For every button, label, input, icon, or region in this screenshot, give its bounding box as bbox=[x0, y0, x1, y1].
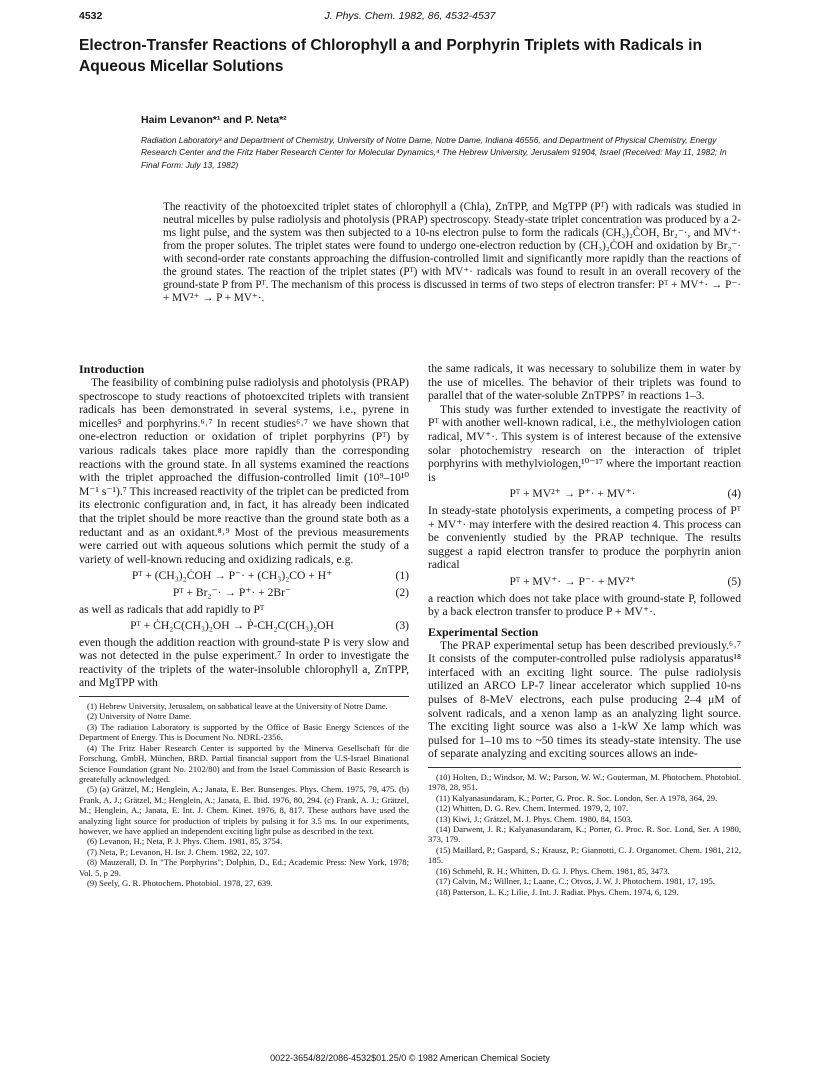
right-paragraph-2: This study was further extended to investigate the reactivity of Pᵀ with another well-known radical, i.e., the methylviologen cation radical, MV⁺·. This system is of interest because of the extensive solar photochemistry research on the interaction of triplet porphyrins with methylviologen,¹⁰⁻¹⁷ where the important reaction is bbox=[428, 402, 741, 484]
footnote: (7) Neta, P.; Levanon, H. Isr. J. Chem. 1982, 22, 107. bbox=[87, 846, 270, 857]
author-line: Haim Levanon*¹ and P. Neta*² bbox=[141, 114, 287, 126]
equation-5 bbox=[428, 575, 741, 589]
right-paragraph-1: the same radicals, it was necessary to solubilize them in water by the use of micelles. The behavior of their triplets was found to parallel that of the water-soluble ZnTPPS⁷ in reactions 1–3. bbox=[428, 362, 741, 403]
equation-4-expression: Pᵀ + MV²⁺ → P⁺· + MV⁺· bbox=[509, 487, 636, 501]
footnote: (13) Kiwi, J.; Grätzel, M. J. Phys. Chem. 1980, 84, 1503. bbox=[436, 813, 633, 824]
right-paragraph-3: In steady-state photolysis experiments, a competing process of Pᵀ + MV⁺· may interfere with the desired reaction 4. This process can be conveniently studied by the PRAP technique. The results suggest a rapid electron transfer to produce the porphyrin anion radical bbox=[428, 503, 741, 572]
running-header bbox=[79, 10, 741, 24]
footnote: (16) Schmehl, R. H.; Whitten, D. G. J. Phys. Chem. 1981, 85, 3473. bbox=[436, 865, 670, 876]
footnote: (17) Calvin, M.; Willner, I.; Laane, C.; Otvos, J. W. J. Photochem. 1981, 17, 195. bbox=[436, 876, 715, 887]
footnote: (5) (a) Grätzel, M.; Henglein, A.; Janata, E. Ber. Bunsenges. Phys. Chem. 1975, 79, 475. (b) Frank, A. J.; Grätzel, M.; Henglein, A.; Janata, E. Ibid. 1976, 80, 294. (c) Frank, A. J.; Grätzel, M.; Henglein, A.; Janata, E. Int. J. Chem. Kinet. 1976, 8, 817. These authors have used the analyzing light source for production of triplets by pulsing it for 3.5 ms. In our experiments, however, we have applied an independent exciting light pulse as described in the text. bbox=[79, 784, 409, 836]
page-footer: 0022-3654/82/2086-4532$01.25/0 © 1982 American Chemical Society bbox=[270, 1053, 550, 1063]
introduction-heading: Introduction bbox=[79, 362, 145, 376]
footnote: (1) Hebrew University, Jerusalem, on sabbatical leave at the University of Notre Dame. bbox=[87, 701, 388, 712]
footnotes-left bbox=[79, 701, 409, 888]
footnote: (15) Maillard, P.; Gaspard, S.; Krausz, P.; Giannotti, C. J. Organomet. Chem. 1981, 212, 185. bbox=[428, 844, 741, 866]
equation-3-expression: Pᵀ + ĊH₂C(CH₃)₂OH → Ṗ-CH₂C(CH₃)₂OH bbox=[130, 619, 334, 633]
footnote: (2) University of Notre Dame. bbox=[87, 711, 192, 722]
right-column bbox=[428, 362, 741, 897]
left-column bbox=[79, 362, 409, 888]
equation-2 bbox=[79, 586, 409, 600]
page-number: 4532 bbox=[79, 10, 103, 22]
equation-3-number: (3) bbox=[395, 619, 409, 633]
article-title: Electron-Transfer Reactions of Chlorophyll a and Porphyrin Triplets with Radicals in Aqueous Micellar Solutions bbox=[79, 37, 702, 75]
footnote: (9) Seely, G. R. Photochem. Photobiol. 1978, 27, 639. bbox=[87, 877, 273, 888]
intro-paragraph-1: The feasibility of combining pulse radiolysis and photolysis (PRAP) spectroscope to study reactions of photoexcited triplets with transient radicals has been demonstrated in several systems, i.e., pyrene in micelles⁵ and porphyrins.⁶˒⁷ In recent studies⁶˒⁷ we have shown that one-electron reduction or oxidation of triplet porphyrins (Pᵀ) by various radicals takes place more rapidly than the corresponding reactions with the ground state. In all systems examined the reactions with the triplet approached the diffusion-controlled limit (10⁹–10¹⁰ M⁻¹ s⁻¹).⁷ This increased reactivity of the triplet can be predicted from its electronic configuration and, in fact, it has already been indicated that the triplet should be more reactive than the ground state both as a reductant and as an oxidant.⁸˒⁹ Most of the previous measurements were carried out with aqueous solutions which permit the study of a variety of well-known reducing and oxidizing radicals, e.g. bbox=[79, 376, 409, 566]
intro-paragraph-3: even though the addition reaction with ground-state P is very slow and was not detected in the pulse experiment.⁷ In order to investigate the reactivity of the triplets of the water-insoluble chlorophyll a, ZnTPP, and MgTPP with bbox=[79, 635, 409, 690]
journal-citation: J. Phys. Chem. 1982, 86, 4532-4537 bbox=[324, 10, 496, 22]
footnote: (4) The Fritz Haber Research Center is supported by the Minerva Gesellschaft für die Forschung, GmbH, München, BRD. Partial financial support from the U.S-Israel Binational Science Foundation (grant No. 2102/80) and from the Israel Commission of Basic Research is greatefully acknowledged. bbox=[79, 742, 409, 784]
abstract: The reactivity of the photoexcited triplet states of chlorophyll a (Chla), ZnTPP, and MgTPP (Pᵀ) with radicals was studied in neutral micelles by pulse radiolysis and photolysis (PRAP) spectroscopy. Steady-state triplet concentration was produced by a 2-ms light pulse, and the system was then subjected to a 10-ns electron pulse to form the radicals (CH₃)₂ĊOH, Br₂⁻·, and MV⁺· from the proper solutes. The triplet states were found to undergo one-electron reduction by (CH₃)₂ĊOH and oxidation by Br₂⁻· with second-order rate constants approaching the diffusion-controlled limit and significantly more rapidly than the reactions of the ground states. The reaction of the triplet states (Pᵀ) with MV⁺· radicals was found to result in an overall recovery of the ground-state P from Pᵀ. The mechanism of this process is discussed in terms of two steps of electron transfer: Pᵀ + MV⁺· → P⁻· + MV²⁺ → P + MV⁺·. bbox=[163, 201, 741, 304]
equation-1-number: (1) bbox=[395, 569, 409, 583]
equation-4-number: (4) bbox=[727, 487, 741, 501]
footnote: (11) Kalyanasundaram, K.; Porter, G. Proc. R. Soc. London, Ser. A 1978, 364, 29. bbox=[436, 792, 718, 803]
experimental-paragraph: The PRAP experimental setup has been described previously.⁶˒⁷ It consists of the computer-controlled pulse radiolysis apparatus¹⁸ interfaced with an exciting light source. The pulse radiolysis utilized an ARCO LP-7 linear accelerator which supplied 10-ns pulses of 8-MeV electrons, each pulse producing 2–4 μM of solvent radicals, and a xenon lamp as an analyzing light source. The exciting light source was also a 1-kW Xe lamp which was pulsed for 1–10 ms to ~50 times its steady-state intensity. The use of separate analyzing and exciting sources allows an inde- bbox=[428, 638, 741, 761]
intro-paragraph-2: as well as radicals that add rapidly to Pᵀ bbox=[79, 602, 265, 616]
footnote: (12) Whitten, D. G. Rev. Chem. Intermed. 1979, 2, 107. bbox=[436, 803, 629, 814]
footnote: (14) Darwent, J. R.; Kalyanasundaram, K.; Porter, G. Proc. R. Soc. Lond, Ser. A 1980, 373, 179. bbox=[428, 824, 741, 845]
equation-3 bbox=[79, 619, 409, 633]
footnote-divider bbox=[79, 696, 409, 697]
footnote: (10) Holten, D.; Windsor, M. W.; Parson, W. W.; Gouterman, M. Photochem. Photobiol. 1978, 28, 951. bbox=[428, 772, 741, 793]
equation-1 bbox=[79, 569, 409, 583]
footnotes-right bbox=[428, 772, 741, 897]
equation-2-number: (2) bbox=[395, 585, 409, 599]
affiliation: Radiation Laboratory³ and Department of Chemistry, University of Notre Dame, Notre Dame, Indiana 46556, and Department of Physical Chemistry, Energy Research Center and the Fritz Haber Research Center for Molecular Dynamics,⁴ The Hebrew University, Jerusalem 91904, Israel (Received: May 11, 1982; In Final Form: July 13, 1982) bbox=[141, 135, 727, 170]
footnote: (18) Patterson, L. K.; Lilie, J. Int. J. Radiat. Phys. Chem. 1974, 6, 129. bbox=[436, 886, 679, 897]
footnote: (3) The radiation Laboratory is supported by the Office of Basic Energy Sciences of the Department of Energy. This is Document No. NDRL-2356. bbox=[79, 721, 409, 743]
equation-4 bbox=[428, 487, 741, 501]
equation-2-expression: Pᵀ + Br₂⁻· → P⁺· + 2Br⁻ bbox=[172, 585, 292, 599]
equation-1-expression: Pᵀ + (CH₃)₂ĊOH → P⁻· + (CH₃)₂CO + H⁺ bbox=[131, 569, 333, 583]
experimental-heading: Experimental Section bbox=[428, 624, 539, 639]
footnote-divider bbox=[428, 767, 741, 768]
equation-5-number: (5) bbox=[727, 574, 741, 588]
footnote: (8) Mauzerall, D. In "The Porphyrins"; Dolphin, D., Ed.; Academic Press: New York, 1978; Vol. 5, p 29. bbox=[79, 857, 409, 878]
footnote: (6) Levanon, H.; Neta, P. J. Phys. Chem. 1981, 85, 3754. bbox=[87, 836, 283, 847]
right-paragraph-4: a reaction which does not take place with ground-state P, followed by a back electron transfer to produce P + MV⁺·. bbox=[428, 591, 741, 619]
equation-5-expression: Pᵀ + MV⁺· → P⁻· + MV²⁺ bbox=[509, 574, 636, 588]
